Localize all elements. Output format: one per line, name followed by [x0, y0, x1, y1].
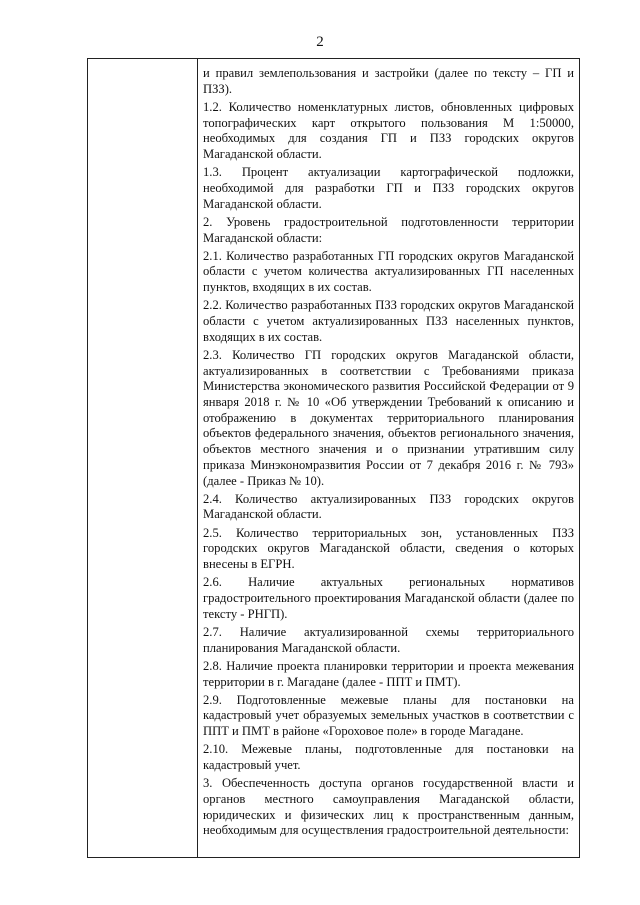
paragraph: 2.9. Подготовленные межевые планы для постановки на кадастровый учет образуемых земельных участков в соответствии с ППТ и ПМТ в районе «Гороховое поле» в городе Магадане.: [203, 692, 574, 739]
table-right-cell: [203, 66, 574, 842]
paragraph: 1.3. Процент актуализации картографической подложки, необходимой для разработки ГП и ПЗЗ городских округов Магаданской области.: [203, 165, 574, 211]
paragraph: 2.8. Наличие проекта планировки территории и проекта межевания территории в г. Магадане (далее - ППТ и ПМТ).: [203, 658, 574, 689]
paragraph: 2.5. Количество территориальных зон, установленных ПЗЗ городских округов Магаданской области, сведения о которых внесены в ЕГРН.: [203, 525, 574, 572]
paragraph: 1.2. Количество номенклатурных листов, обновленных цифровых топографических карт открытого пользования М 1:50000, необходимых для создания ГП и ПЗЗ городских округов Магаданской области.: [203, 99, 574, 162]
paragraph: 2.6. Наличие актуальных региональных нормативов градостроительного проектирования Магаданской области (далее по тексту - РНГП).: [203, 575, 574, 621]
column-divider: [197, 58, 198, 858]
paragraph: 2.10. Межевые планы, подготовленные для постановки на кадастровый учет.: [203, 742, 574, 773]
paragraph: 2. Уровень градостроительной подготовленности территории Магаданской области:: [203, 214, 574, 245]
paragraph: 2.3. Количество ГП городских округов Магаданской области, актуализированных в соответствии с Требованиями приказа Министерства экономического развития Российской Федерации от 9 января 2018 г. № 10 «Об утверждении Требований к описанию и отображению в документах территориального планирования объектов федерального значения, объектов регионального значения, объектов местного значения и о признании утратившим силу приказа Минэкономразвития России от 7 декабря 2016 г. № 793» (далее - Приказ № 10).: [203, 347, 574, 488]
page-number: 2: [316, 34, 324, 50]
paragraph: 2.4. Количество актуализированных ПЗЗ городских округов Магаданской области.: [203, 491, 574, 522]
paragraph: 2.2. Количество разработанных ПЗЗ городских округов Магаданской области с учетом актуализированных ПЗЗ населенных пунктов, входящих в их состав.: [203, 298, 574, 344]
paragraph: 3. Обеспеченность доступа органов государственной власти и органов местного самоуправления Магаданской области, юридических и физических лиц к пространственным данным, необходимым для осуществления градостроительной деятельности:: [203, 776, 574, 838]
paragraph: и правил землепользования и застройки (далее по тексту – ГП и ПЗЗ).: [203, 66, 574, 96]
paragraph: 2.7. Наличие актуализированной схемы территориального планирования Магаданской области.: [203, 624, 574, 655]
paragraph: 2.1. Количество разработанных ГП городских округов Магаданской области с учетом количества актуализированных ГП населенных пунктов, входящих в их состав.: [203, 248, 574, 295]
